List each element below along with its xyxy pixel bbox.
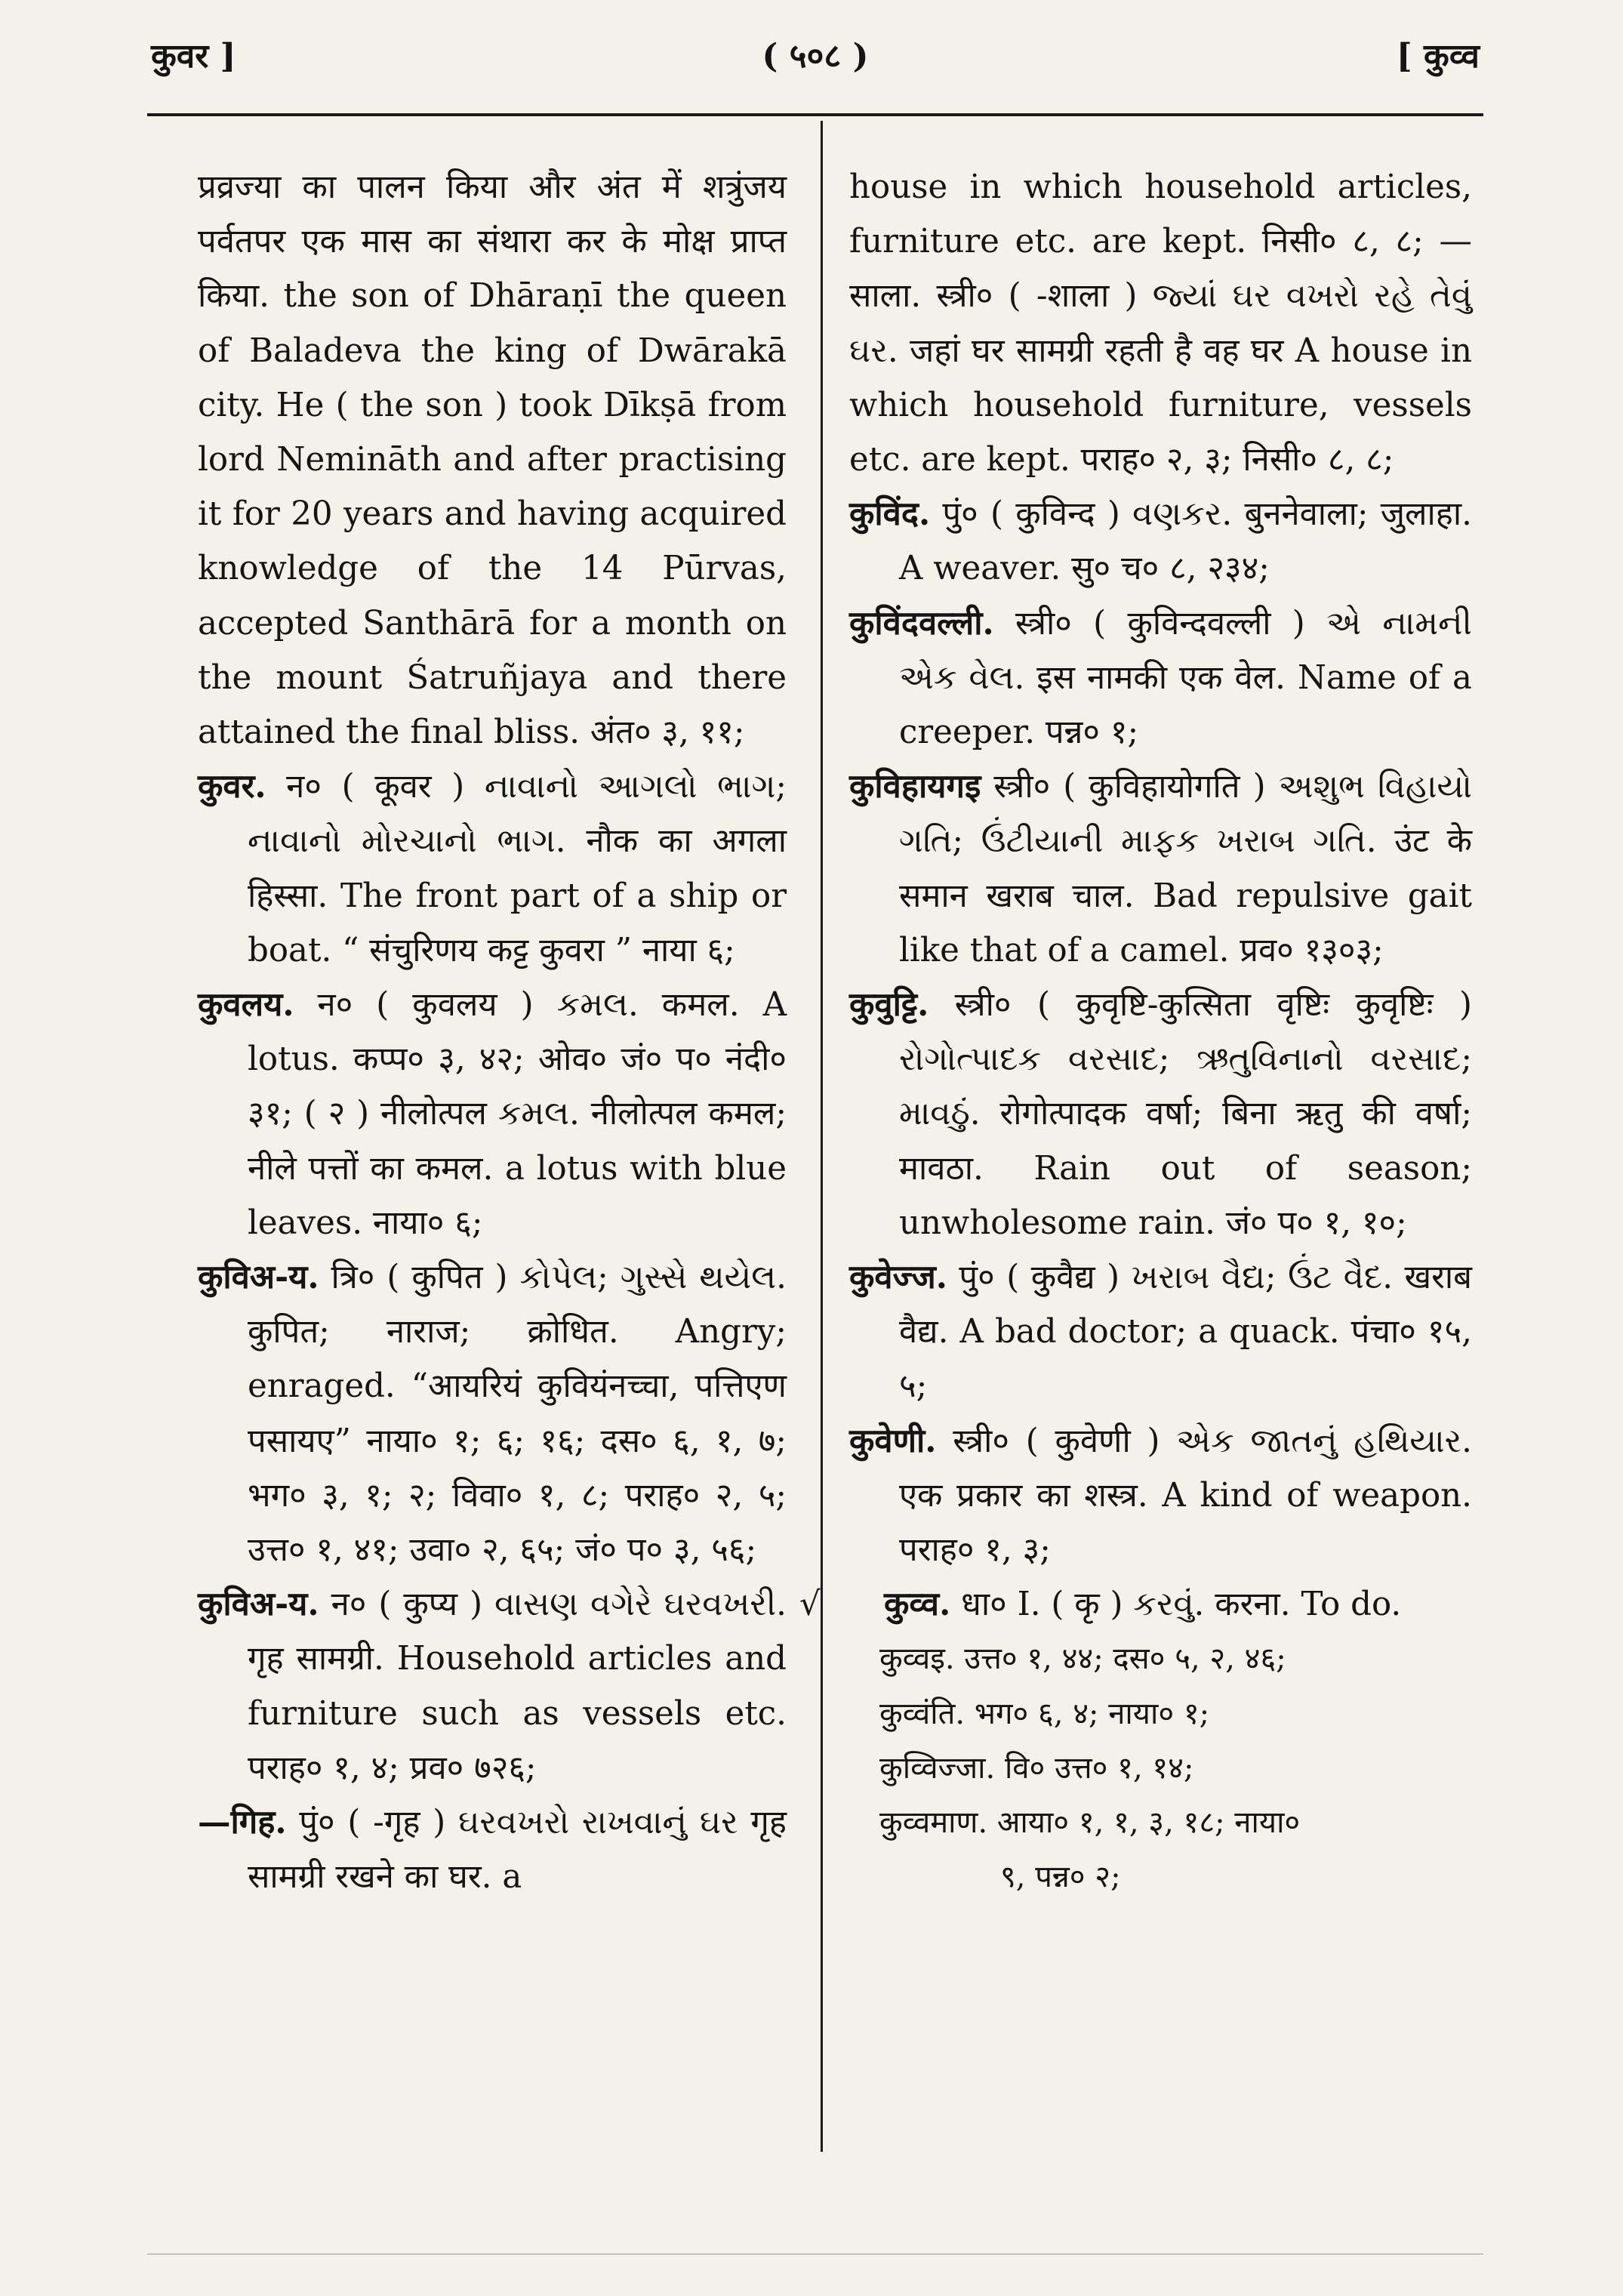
continued-entry-text: house in which household articles, furniture etc. are kept. निसी० ८, ८; —साला. स्त्री० ( -शाला ) જ્યાં ઘર વખરો રહે તેવું ઘર. जहां घर सामग्री रहती है वह घर A house in which household furniture, vessels etc. are kept. पराह० २, ३; निसी० ८, ८; bbox=[849, 168, 1472, 479]
headword: कुविहायगइ bbox=[849, 767, 981, 806]
entry-definition: न० ( कुवलय ) કમલ. कमल. A lotus. कप्प० ३, ४२; ओव० जं० प० नंदी० ३१; ( २ ) नीलोत्पल કમલ. नीलोत्पल कमल; नीले पत्तों का कमल. a lotus with blue leaves. नाया० ६; bbox=[248, 986, 787, 1242]
column-divider bbox=[821, 121, 823, 2152]
continued-entry-text: प्रव्रज्या का पालन किया और अंत में शत्रुंजय पर्वतपर एक मास का संथारा कर के मोक्ष प्राप्त किया. the son of Dhāraṇī the queen of Baladeva the king of Dwārakā city. He ( the son ) took Dīkṣā from lord Nemināth and after practising it for 20 years and having acquired knowledge of the 14 Pūrvas, accepted Santhārā for a month on the mount Śatruñjaya and there attained the final bliss. अंत० ३, ११; bbox=[198, 168, 787, 752]
entry-definition: स्त्री० ( कुविन्दवल्ली ) એ નામની એક વેલ. इस नामकी एक वेल. Name of a creeper. पन्न० १; bbox=[899, 604, 1472, 752]
left-guide-word: कुवर ] bbox=[151, 37, 236, 76]
entry-definition: स्त्री० ( कुविहायोगति ) અશુભ વિહાયો ગતિ; ઉંટીયાની માફક ખરાબ ગતિ. उंट के समान खराब चाल. Bad repulsive gait like that of a camel. प्रव० १३०३; bbox=[899, 768, 1472, 969]
right-guide-word: [ कुव्व bbox=[1396, 37, 1480, 76]
dictionary-entry bbox=[198, 1250, 787, 1577]
dictionary-entry bbox=[198, 760, 787, 978]
headword: कुवर. bbox=[198, 767, 266, 806]
entry-definition: धा० I. ( कृ ) કરવું. करना. To do. bbox=[950, 1586, 1402, 1624]
headword: कुविअ-य. bbox=[198, 1585, 319, 1624]
headword: कुवलय. bbox=[198, 985, 294, 1025]
dictionary-entry bbox=[849, 487, 1472, 596]
page-header bbox=[151, 30, 1480, 98]
page-number: ( ५०८ ) bbox=[762, 37, 869, 76]
headword: कुविंदवल्ली. bbox=[849, 603, 994, 643]
headword: कुवेज्ज. bbox=[849, 1258, 947, 1297]
verb-form: कुव्वइ. उत्त० १, ४४; दस० ५, २, ४६; bbox=[879, 1641, 1286, 1677]
headword: कुवेणी. bbox=[849, 1421, 937, 1460]
check-mark-icon: √ bbox=[799, 1586, 821, 1624]
verb-form: कुव्विज्जा. वि० उत्त० १, १४; bbox=[879, 1750, 1194, 1786]
sub-entry bbox=[198, 1795, 787, 1904]
entry-definition: पुं० ( कुविन्द ) વણકર. बुननेवाला; जुलाहा. A weaver. सु० च० ८, २३४; bbox=[899, 495, 1472, 588]
headword: कुवुट्टि. bbox=[849, 985, 929, 1025]
dictionary-entry bbox=[849, 1414, 1472, 1578]
verb-form: कुव्वमाण. आया० १, १, ३, १८; नाया० bbox=[879, 1805, 1301, 1841]
root-entry bbox=[799, 1577, 1472, 1632]
entry-definition: त्रि० ( कुपित ) કોપેલ; ગુસ્સે થયેલ. कुपित; नाराज; क्रोधित. Angry; enraged. “आयरियं कुवियंनच्चा, पत्तिएण पसायए” नाया० १; ६; १६; दस० ६, १, ७; भग० ३, १; २; विवा० १, ८; पराह० २, ५; उत्त० १, ४१; उवा० २, ६५; जं० प० ३, ५६; bbox=[248, 1259, 787, 1570]
entry-definition: स्त्री० ( कुवृष्टि-कुत्सिता वृष्टिः कुवृष्टिः ) રોગોત્પાદક વરસાદ; ઋતુવિનાનો વરસાદ; માવઠું. रोगोत्पादक वर्षा; बिना ऋतु की वर्षा; मावठा. Rain out of season; unwholesome rain. जं० प० १, १०; bbox=[899, 986, 1472, 1242]
dictionary-entry bbox=[198, 978, 787, 1250]
sub-headword: —गिह. bbox=[198, 1803, 287, 1842]
verb-form: कुव्वंति. भग० ६, ४; नाया० १; bbox=[879, 1696, 1210, 1731]
headword: कुविअ-य. bbox=[198, 1258, 319, 1297]
right-column bbox=[799, 160, 1472, 1905]
dictionary-entry bbox=[198, 1577, 787, 1795]
sub-entry-definition: पुं० ( -गृह ) ઘરવખરો રાખવાનું ઘર गृह सामग्री रखने का घर. a bbox=[248, 1804, 787, 1897]
dictionary-entry bbox=[849, 978, 1472, 1250]
headword: कुव्व. bbox=[884, 1585, 951, 1624]
headword: कुविंद. bbox=[849, 495, 931, 534]
entry-definition: स्त्री० ( कुवेणी ) એક જાતનું હથિયાર. एक प्रकार का शस्त्र. A kind of weapon. पराह० १, ३; bbox=[899, 1422, 1472, 1570]
entry-definition: न० ( कुप्य ) વાસણ વગેરે ઘરવખરી. गृह सामग्री. Household articles and furniture such as vessels etc. पराह० १, ४; प्रव० ७२६; bbox=[248, 1586, 787, 1787]
left-column bbox=[198, 160, 787, 1905]
header-rule bbox=[147, 113, 1483, 116]
entry-definition: पुं० ( कुवैद्य ) ખરાબ વૈદ્ય; ઉંટ વૈદ. खराब वैद्य. A bad doctor; a quack. पंचा० १५, ५; bbox=[899, 1259, 1472, 1406]
dictionary-entry bbox=[849, 1250, 1472, 1414]
dictionary-entry bbox=[849, 596, 1472, 760]
dictionary-entry bbox=[849, 760, 1472, 978]
entry-definition: न० ( कूवर ) નાવાનો આગલો ભાગ; નાવાનો મોરચાનો ભાગ. नौक का अगला हिस्सा. The front part of a ship or boat. “ संचुरिणय कट्ट कुवरा ” नाया ६; bbox=[248, 768, 787, 969]
verb-form-continuation: ९, पन्न० २; bbox=[1000, 1860, 1121, 1895]
